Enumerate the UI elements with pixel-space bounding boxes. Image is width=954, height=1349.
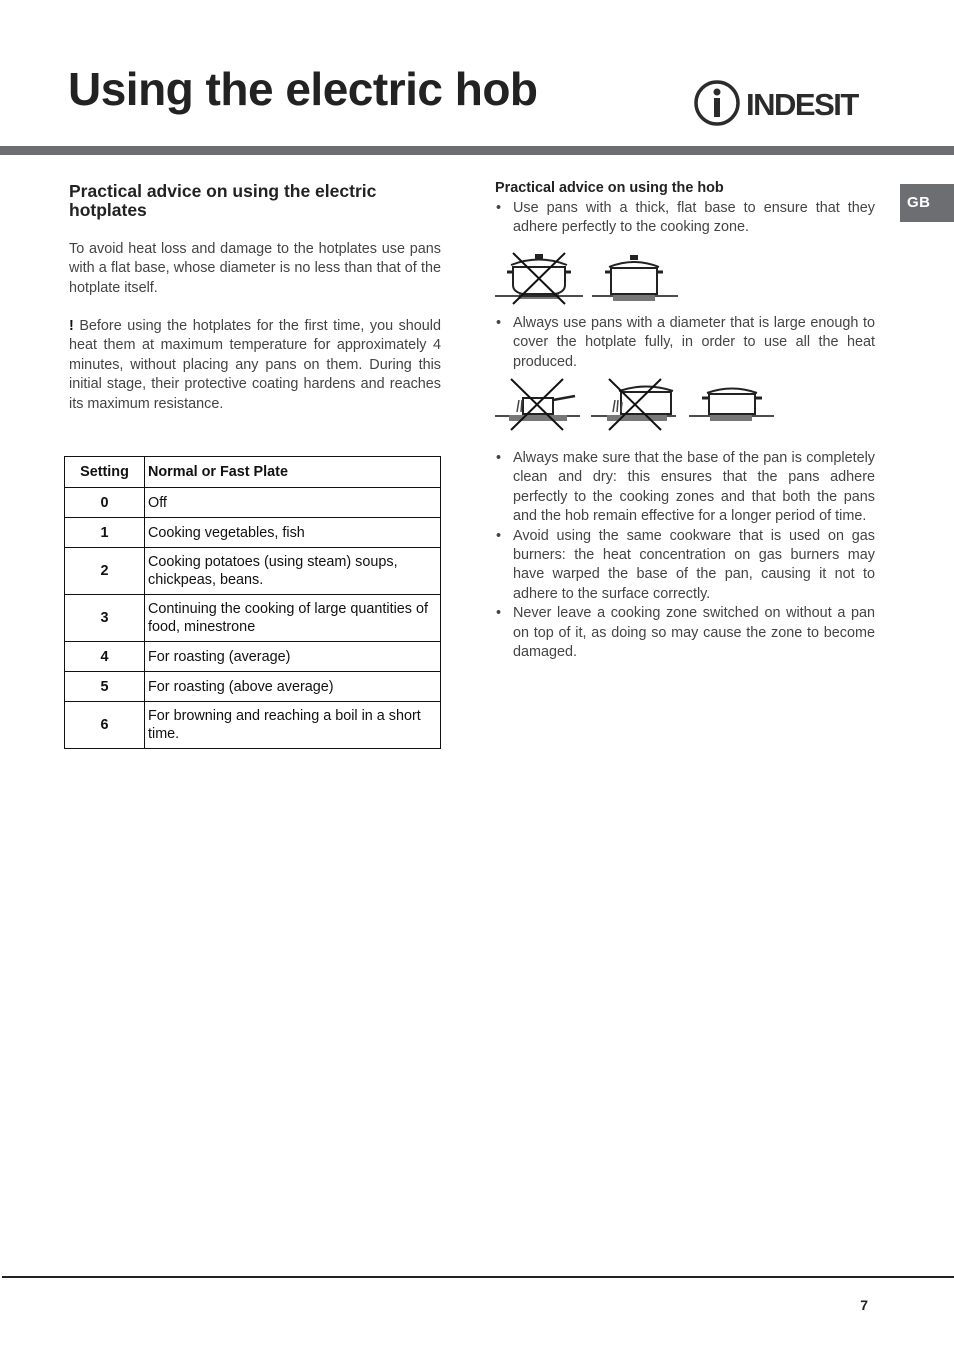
column-header-setting: Setting	[65, 457, 145, 488]
use-cell: Off	[145, 488, 441, 518]
page-title: Using the electric hob	[68, 63, 538, 115]
settings-table	[64, 456, 441, 749]
table-row	[65, 548, 441, 595]
table-row	[65, 672, 441, 702]
setting-cell: 4	[65, 642, 145, 672]
list-item: • Avoid using the same cookware that is used on gas burners: the heat concentration on gas burners may have warped the base of the pan, causing it not to adhere to the surface correctly.	[495, 527, 875, 605]
footer-rule	[2, 1276, 954, 1278]
setting-cell: 5	[65, 672, 145, 702]
table-row	[65, 642, 441, 672]
warning-mark: !	[69, 318, 74, 334]
table-header-row	[65, 457, 441, 488]
small-pan-large-plate-icon	[495, 379, 580, 430]
setting-cell: 0	[65, 488, 145, 518]
warning-text: Before using the hotplates for the first time, you should heat them at maximum temperature for approximately 4 minutes, without placing any pans on them. During this initial stage, their protective coating hardens and reaches its maximum resistance.	[69, 318, 441, 412]
list-item: • Use pans with a thick, flat base to ensure that they adhere perfectly to the cooking zone.	[495, 199, 875, 238]
left-heading: Practical advice on using the electric hotplates	[69, 181, 377, 220]
setting-cell: 1	[65, 518, 145, 548]
language-tab: GB	[900, 184, 954, 222]
advice-list-2	[495, 314, 875, 372]
matching-pan-icon	[689, 389, 774, 422]
intro-paragraph: To avoid heat loss and damage to the hotplates use pans with a flat base, whose diameter is no less than that of the hotplate itself.	[69, 241, 441, 296]
warped-pan-icon	[495, 253, 583, 304]
setting-cell: 6	[65, 702, 145, 749]
advice-list-3	[495, 449, 875, 662]
use-cell: Cooking vegetables, fish	[145, 518, 441, 548]
pan-size-figure	[495, 376, 777, 432]
use-cell: Cooking potatoes (using steam) soups, chickpeas, beans.	[145, 548, 441, 595]
use-cell: For roasting (above average)	[145, 672, 441, 702]
right-heading: Practical advice on using the hob	[495, 180, 724, 196]
column-header-plate: Normal or Fast Plate	[145, 457, 441, 488]
list-item: • Always make sure that the base of the pan is completely clean and dry: this ensures that the pans adhere perfectly to the cooking zones and that both the pans and the hob remain effective for a longer period of time.	[495, 449, 875, 527]
page-number: 7	[860, 1297, 868, 1313]
list-item: • Always use pans with a diameter that is large enough to cover the hotplate fully, in order to use all the heat produced.	[495, 314, 875, 372]
svg-text:INDESIT: INDESIT	[746, 87, 858, 122]
pan-base-figure	[495, 250, 680, 306]
setting-cell: 2	[65, 548, 145, 595]
table-row	[65, 518, 441, 548]
header-rule	[0, 146, 954, 155]
warning-paragraph	[69, 317, 441, 414]
use-cell: For browning and reaching a boil in a short time.	[145, 702, 441, 749]
flat-pan-icon	[592, 255, 678, 301]
use-cell: For roasting (average)	[145, 642, 441, 672]
table-row	[65, 702, 441, 749]
advice-list-1	[495, 199, 875, 238]
use-cell: Continuing the cooking of large quantities of food, minestrone	[145, 595, 441, 642]
table-row	[65, 595, 441, 642]
medium-pan-icon	[591, 379, 676, 430]
table-row	[65, 488, 441, 518]
list-item: • Never leave a cooking zone switched on without a pan on top of it, as doing so may cause the zone to become damaged.	[495, 604, 875, 662]
indesit-logo	[692, 78, 872, 128]
setting-cell: 3	[65, 595, 145, 642]
